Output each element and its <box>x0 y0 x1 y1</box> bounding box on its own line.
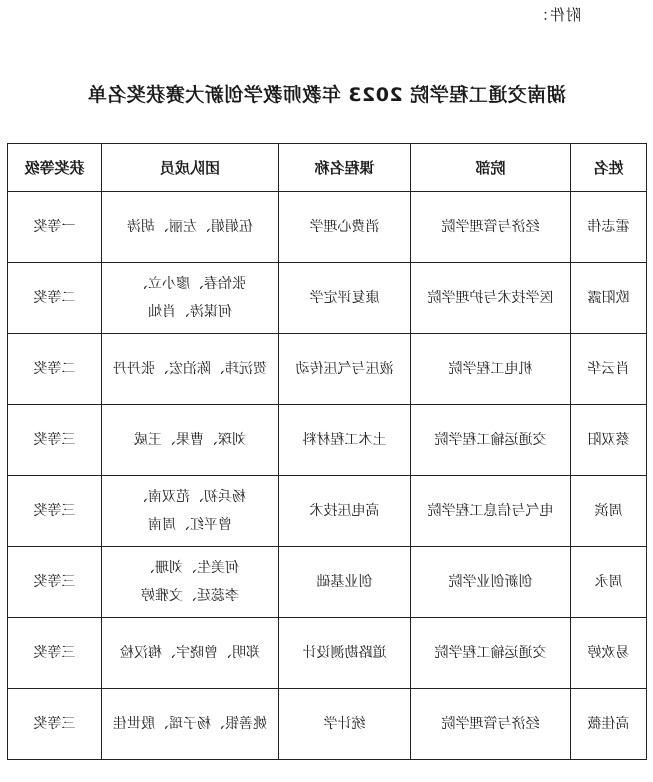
table-row <box>8 405 647 476</box>
cell-department: 机电工程学院 <box>411 334 571 405</box>
cell-award: 一等奖 <box>8 192 102 263</box>
cell-department: 电气与信息工程学院 <box>411 476 571 547</box>
cell-team <box>102 192 279 263</box>
team-member-line: 曾平红、周南 <box>148 517 232 533</box>
team-member-line: 张怡春、廖小立、 <box>134 276 246 292</box>
team-member-line: 郑明、曾晓宇、梅汉检 <box>120 645 260 661</box>
cell-team <box>102 476 279 547</box>
cell-name: 周永 <box>571 547 647 618</box>
attachment-label: 附件： <box>532 6 581 24</box>
team-member-line: 贺沅玮、陈泊宏、张丹丹 <box>113 361 267 377</box>
cell-department: 经济与管理学院 <box>411 689 571 760</box>
cell-course: 统计学 <box>279 689 411 760</box>
cell-course: 康复评定学 <box>279 263 411 334</box>
cell-name: 高佳薇 <box>571 689 647 760</box>
header-award: 获奖等级 <box>8 144 102 192</box>
header-course: 课程名称 <box>279 144 411 192</box>
cell-course: 消费心理学 <box>279 192 411 263</box>
table-row <box>8 476 647 547</box>
cell-name: 蔡双阳 <box>571 405 647 476</box>
team-member-line: 杨兵初、范双南、 <box>134 489 246 505</box>
cell-name: 霍志伟 <box>571 192 647 263</box>
cell-award: 三等奖 <box>8 618 102 689</box>
cell-name: 欧阳露 <box>571 263 647 334</box>
table-header-row <box>8 144 647 192</box>
header-department: 院部 <box>411 144 571 192</box>
cell-department: 经济与管理学院 <box>411 192 571 263</box>
table-row <box>8 192 647 263</box>
cell-team <box>102 405 279 476</box>
cell-award: 三等奖 <box>8 476 102 547</box>
cell-team <box>102 263 279 334</box>
cell-course: 土木工程材料 <box>279 405 411 476</box>
award-table <box>7 143 647 760</box>
table-row <box>8 618 647 689</box>
cell-award: 三等奖 <box>8 405 102 476</box>
cell-award: 二等奖 <box>8 334 102 405</box>
table-body <box>8 192 647 760</box>
cell-course: 创业基础 <box>279 547 411 618</box>
cell-department: 交通运输工程学院 <box>411 618 571 689</box>
table-row <box>8 547 647 618</box>
cell-name: 周滨 <box>571 476 647 547</box>
cell-department: 交通运输工程学院 <box>411 405 571 476</box>
cell-name: 易欢婷 <box>571 618 647 689</box>
cell-course: 高电压技术 <box>279 476 411 547</box>
team-member-line: 何美生、刘珊、 <box>141 560 239 576</box>
team-member-line: 姚善银、杨子瑶、殷世佳 <box>113 716 267 732</box>
table-row <box>8 689 647 760</box>
cell-team <box>102 618 279 689</box>
header-team: 团队成员 <box>102 144 279 192</box>
team-member-line: 李蕊廷、文雅婷 <box>141 588 239 604</box>
team-member-line: 刘琛、曹果、王威 <box>134 432 246 448</box>
cell-award: 三等奖 <box>8 547 102 618</box>
team-member-line: 何谋涛、肖灿 <box>148 304 232 320</box>
cell-team <box>102 689 279 760</box>
cell-team <box>102 547 279 618</box>
cell-award: 三等奖 <box>8 689 102 760</box>
team-member-line: 伍娟娟、左丽、胡涛 <box>127 219 253 235</box>
cell-team <box>102 334 279 405</box>
cell-department: 创新创业学院 <box>411 547 571 618</box>
cell-course: 液压与气压传动 <box>279 334 411 405</box>
cell-department: 医学技术与护理学院 <box>411 263 571 334</box>
document-title: 湖南交通工程学院 2023 年教师教学创新大赛获奖名单 <box>87 84 566 106</box>
table-row <box>8 263 647 334</box>
cell-course: 道路勘测设计 <box>279 618 411 689</box>
table-row <box>8 334 647 405</box>
cell-name: 肖云华 <box>571 334 647 405</box>
cell-award: 二等奖 <box>8 263 102 334</box>
header-name: 姓名 <box>571 144 647 192</box>
